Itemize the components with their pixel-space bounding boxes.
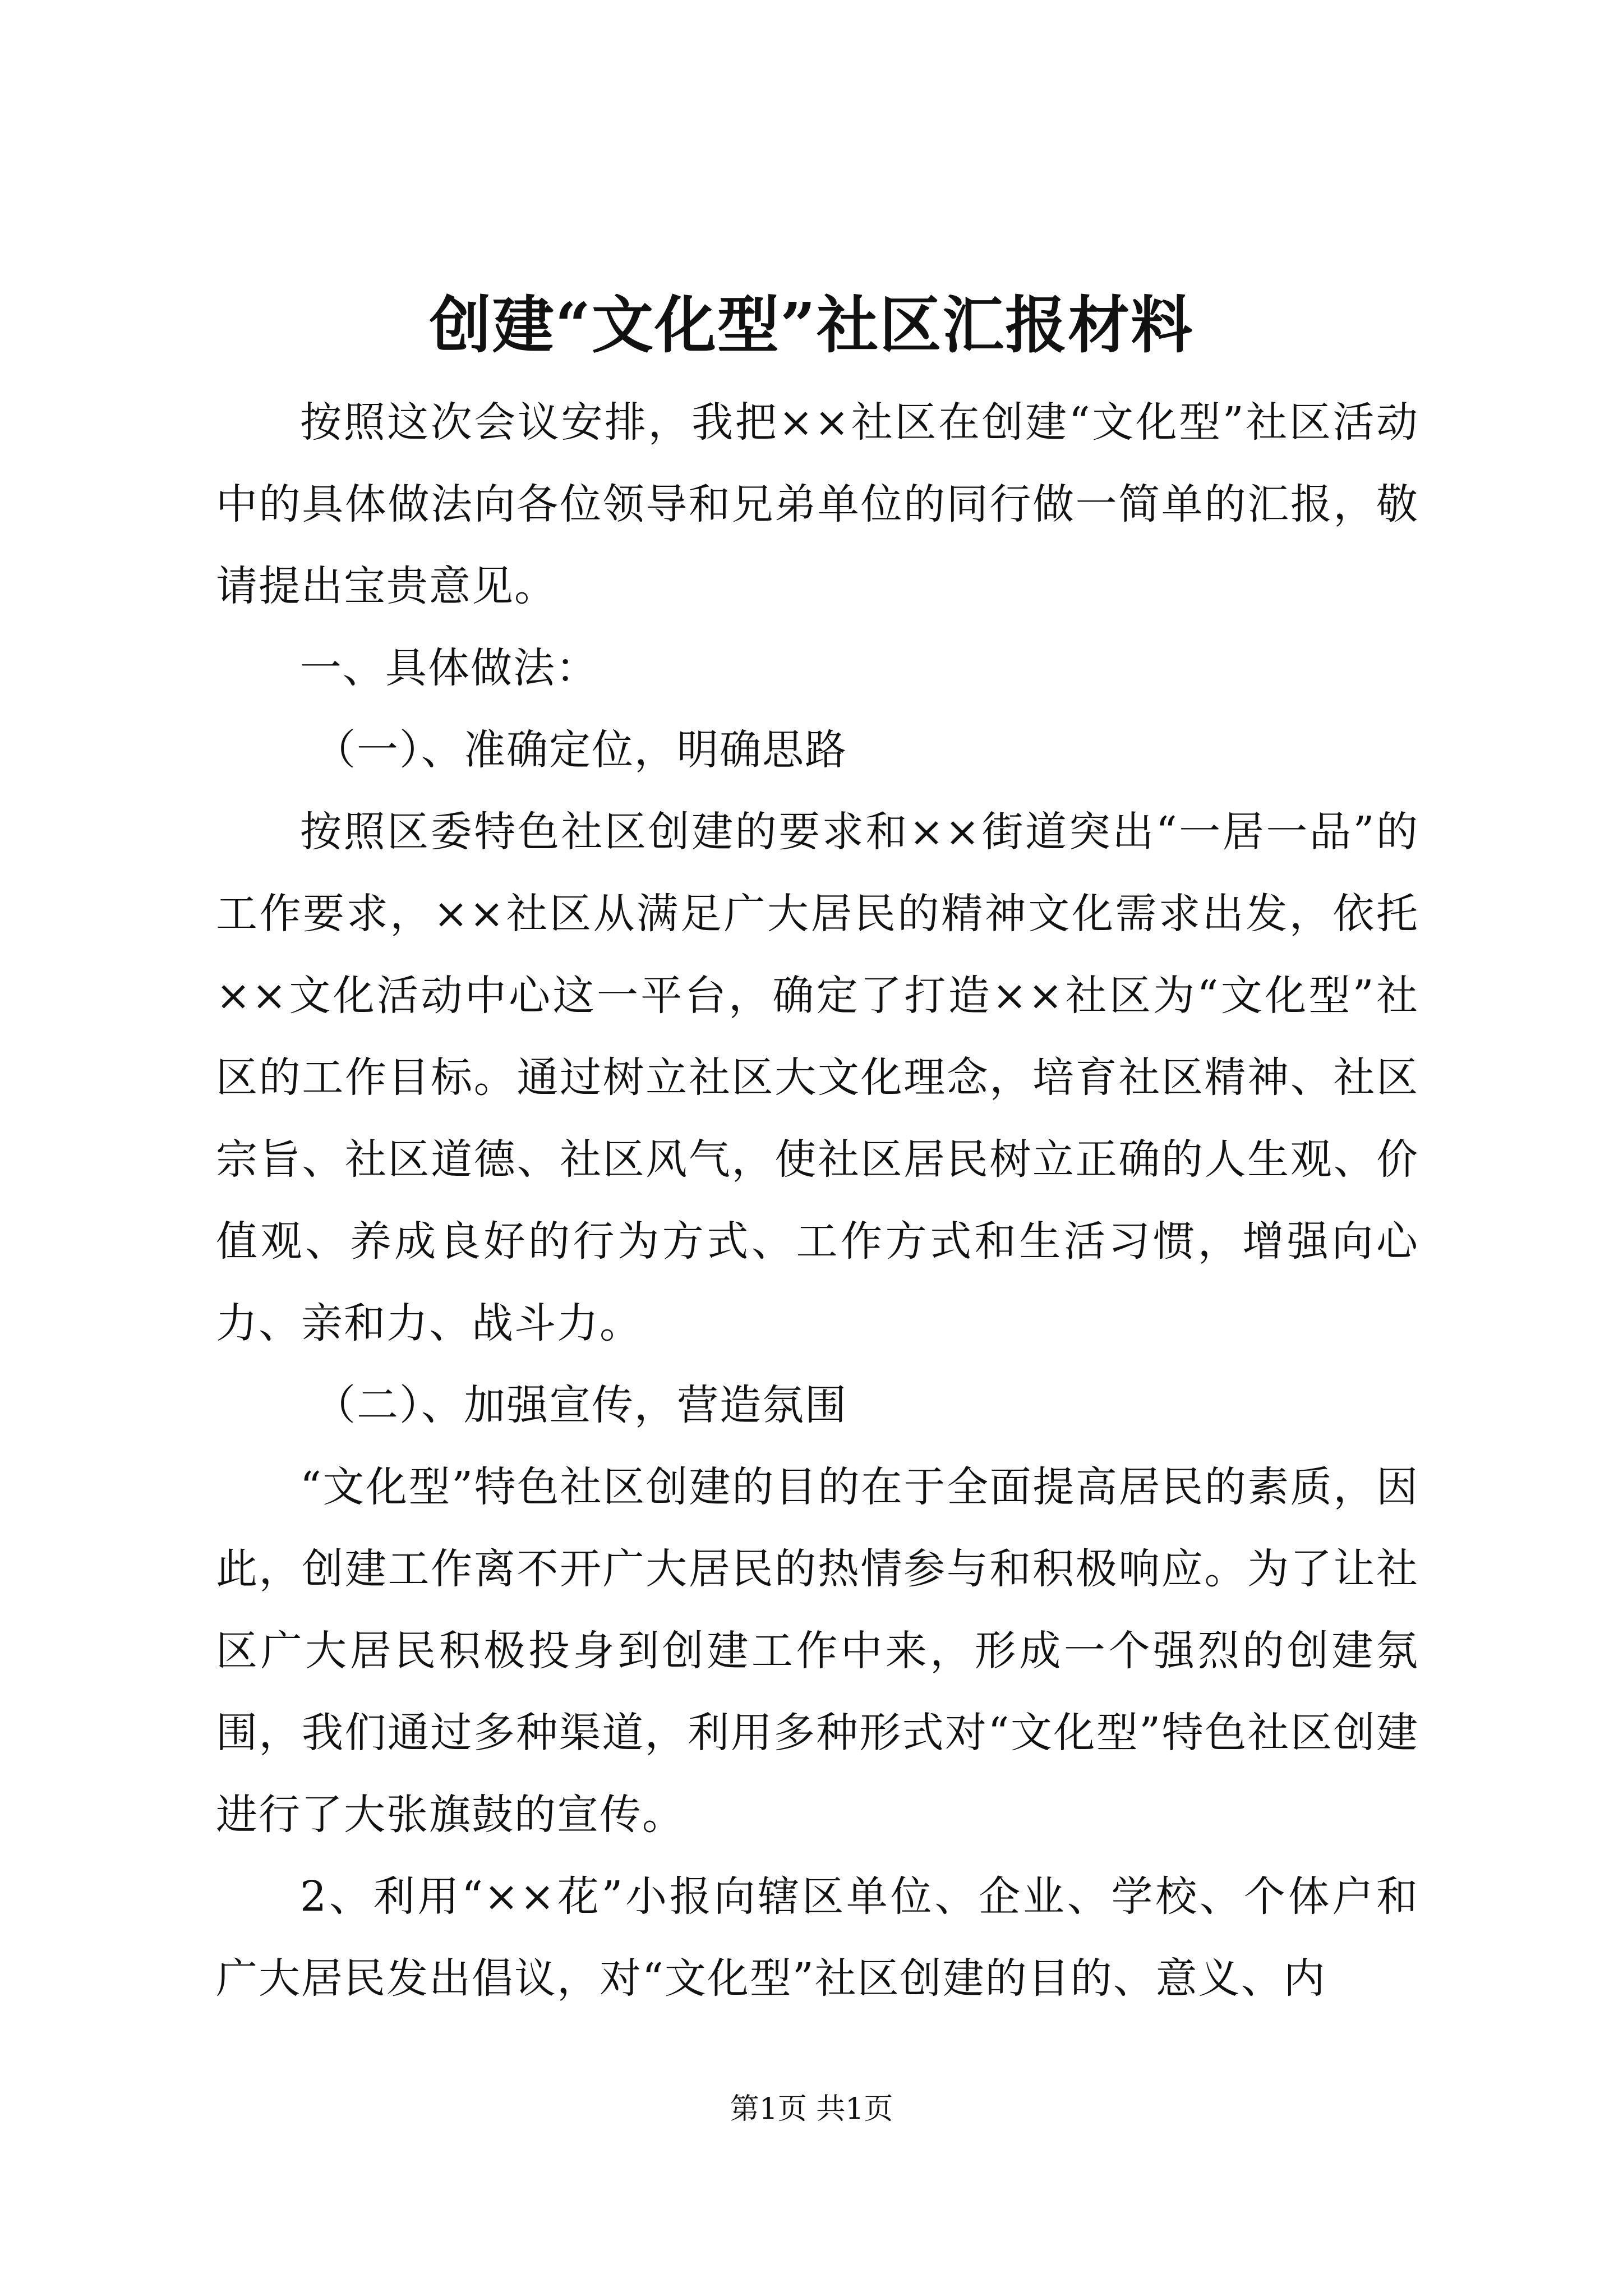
paragraph-publicity: “文化型”特色社区创建的目的在于全面提高居民的素质，因此，创建工作离不开广大居民的热情参与和积极响应。为了让社区广大居民积极投身到创建工作中来，形成一个强烈的创建氛围，我们通过多种渠道，利用多种形式对“文化型”特色社区创建进行了大张旗鼓的宣传。	[216, 1463, 1419, 1839]
subsection-heading-publicity: （二）、加强宣传，营造氛围	[314, 1381, 847, 1429]
paragraph-newspaper: 2、利用“××花”小报向辖区单位、企业、学校、个体户和广大居民发出倡议，对“文化型”社区创建的目的、意义、内	[216, 1872, 1419, 2003]
section-heading-practices: 一、具体做法：	[300, 644, 598, 692]
subsection-heading-positioning: （一）、准确定位，明确思路	[314, 726, 847, 774]
document-body	[216, 381, 1419, 2019]
document-title: 创建“文化型”社区汇报材料	[429, 289, 1194, 361]
paragraph-positioning: 按照区委特色社区创建的要求和××街道突出“一居一品”的工作要求，××社区从满足广大居民的精神文化需求出发，依托××文化活动中心这一平台，确定了打造××社区为“文化型”社区的工作目标。通过树立社区大文化理念，培育社区精神、社区宗旨、社区道德、社区风气，使社区居民树立正确的人生观、价值观、养成良好的行为方式、工作方式和生活习惯，增强向心力、亲和力、战斗力。	[216, 808, 1419, 1347]
paragraph-intro: 按照这次会议安排，我把××社区在创建“文化型”社区活动中的具体做法向各位领导和兄弟单位的同行做一简单的汇报，敬请提出宝贵意见。	[216, 398, 1419, 610]
page-number-footer: 第1页 共1页	[730, 2092, 893, 2126]
